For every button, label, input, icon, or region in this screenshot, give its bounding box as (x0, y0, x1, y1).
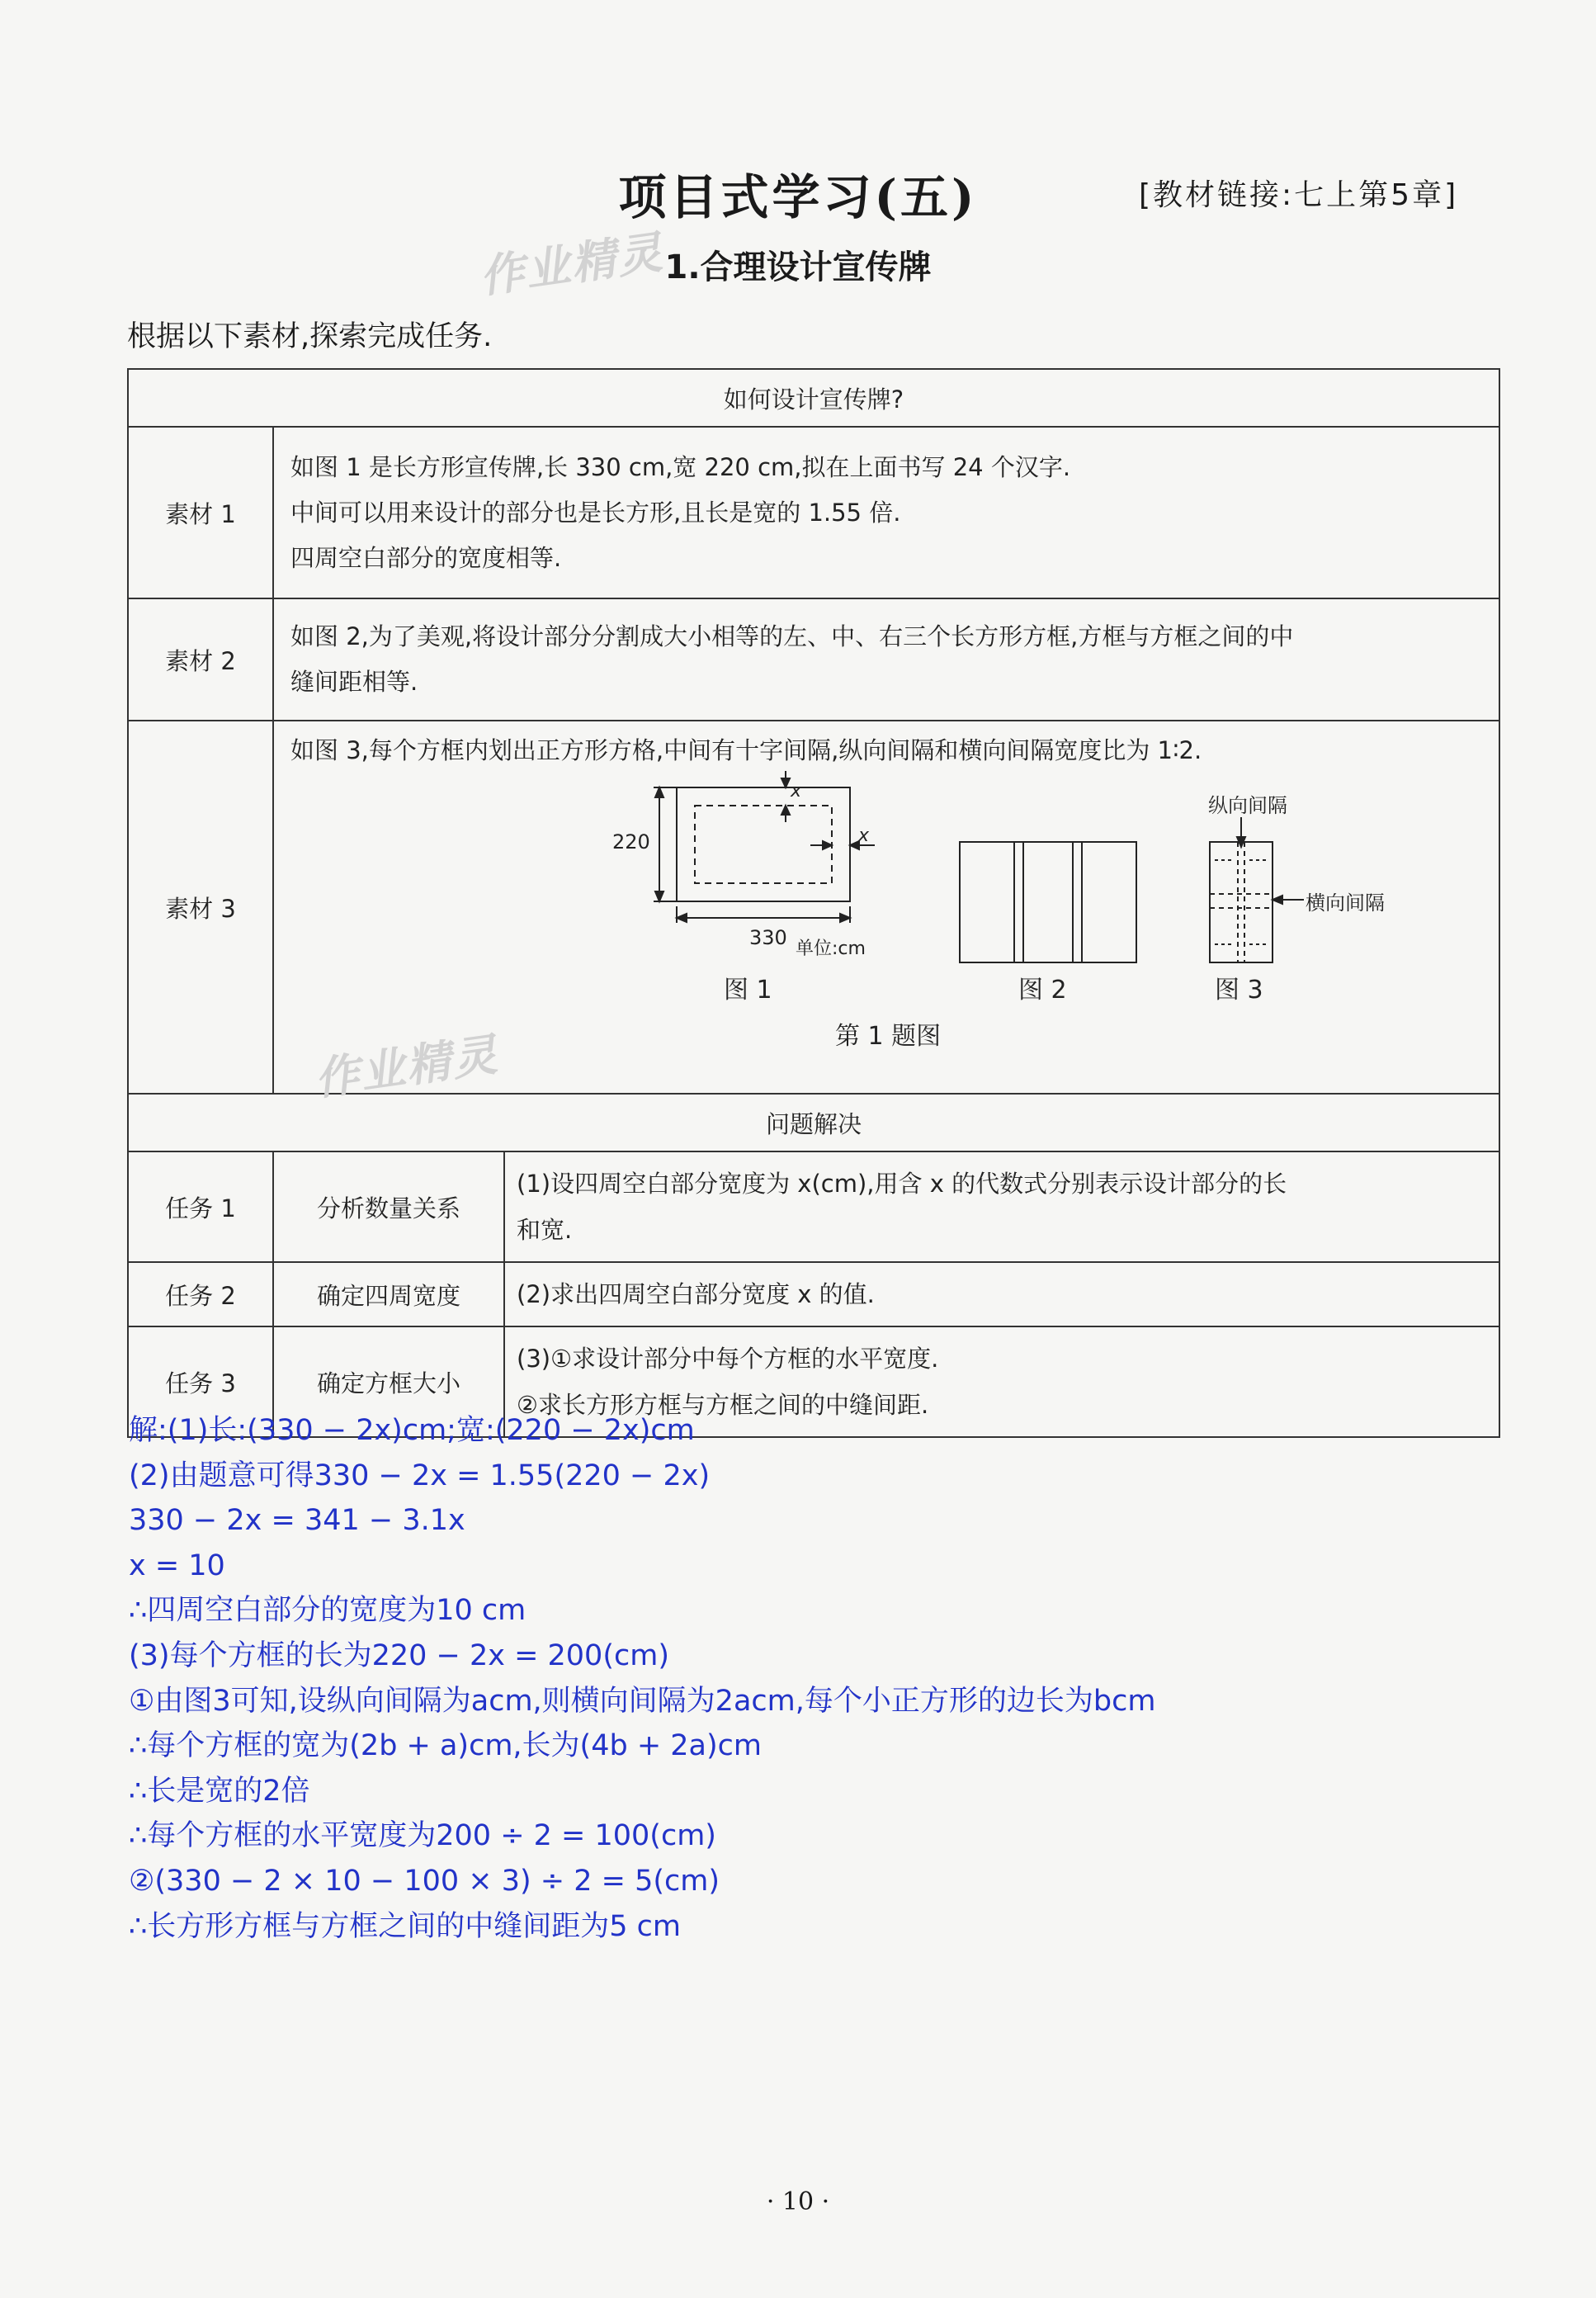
fig1-caption: 图 1 (724, 976, 772, 1005)
table-heading: 如何设计宣传牌? (128, 369, 1499, 427)
problem-table (127, 368, 1500, 1438)
figure-title: 第 1 题图 (835, 1022, 942, 1051)
problem-subtitle: 1.合理设计宣传牌 (664, 248, 932, 286)
material-line: 缝间距相等. (290, 668, 418, 696)
task-label: 任务 1 (128, 1151, 273, 1262)
material-label: 素材 1 (128, 427, 273, 598)
problem-heading: 问题解决 (128, 1094, 1499, 1151)
material-row (128, 721, 1499, 1094)
task-line: (3)①求设计部分中每个方框的水平宽度. (517, 1345, 939, 1373)
task-label: 任务 3 (128, 1326, 273, 1437)
watermark-middle: 作业精灵 (311, 1028, 502, 1106)
material-line: 中间可以用来设计的部分也是长方形,且长是宽的 1.55 倍. (290, 498, 901, 527)
fig1-width-label: 330 (749, 926, 787, 949)
fig1-x-top-label: x (791, 781, 802, 801)
solution-line: ②(330 − 2 × 10 − 100 × 3) ÷ 2 = 5(cm) (129, 1864, 720, 1898)
solution-line: (3)每个方框的长为220 − 2x = 200(cm) (129, 1638, 669, 1672)
solution-line: ∴四周空白部分的宽度为10 cm (129, 1594, 526, 1628)
three-panel-rect (960, 842, 1136, 962)
task-name: 确定方框大小 (273, 1326, 504, 1437)
material-row (128, 427, 1499, 598)
solution-line: ∴每个方框的宽为(2b + a)cm,长为(4b + 2a)cm (129, 1729, 762, 1763)
material-line: 如图 2,为了美观,将设计部分分割成大小相等的左、中、右三个长方形方框,方框与方框之间的中 (290, 622, 1294, 650)
material-line: 四周空白部分的宽度相等. (290, 543, 562, 572)
task-name: 确定四周宽度 (273, 1262, 504, 1326)
solution-line: ①由图3可知,设纵向间隔为acm,则横向间隔为2acm,每个小正方形的边长为bcm (129, 1684, 1156, 1718)
task-line: (2)求出四周空白部分宽度 x 的值. (517, 1280, 875, 1308)
material-label: 素材 3 (128, 721, 273, 1094)
task-label: 任务 2 (128, 1262, 273, 1326)
material-row (128, 598, 1499, 721)
material-text (273, 427, 1499, 598)
instruction-text: 根据以下素材,探索完成任务. (127, 320, 493, 353)
material-text (273, 598, 1499, 721)
solution-line: ∴每个方框的水平宽度为200 ÷ 2 = 100(cm) (129, 1819, 716, 1853)
fig1-height-label: 220 (612, 830, 650, 853)
fig2-caption: 图 2 (1018, 976, 1067, 1005)
solution-line: x = 10 (129, 1549, 225, 1582)
material-label: 素材 2 (128, 598, 273, 721)
task-line: (1)设四周空白部分宽度为 x(cm),用含 x 的代数式分别表示设计部分的长 (517, 1170, 1287, 1198)
solution-line: (2)由题意可得330 − 2x = 1.55(220 − 2x) (129, 1459, 711, 1492)
solution-line: ∴长方形方框与方框之间的中缝间距为5 cm (129, 1909, 682, 1943)
fig1-x-right-label: x (858, 825, 870, 846)
task-line: ②求长方形方框与方框之间的中缝间距. (517, 1391, 929, 1419)
solution-line: 解:(1)长:(330 − 2x)cm;宽:(220 − 2x)cm (129, 1414, 695, 1447)
fig1-unit-label: 单位:cm (796, 939, 866, 959)
fig3-horizontal-label: 横向间隔 (1306, 891, 1385, 915)
material-line: 如图 1 是长方形宣传牌,长 330 cm,宽 220 cm,拟在上面书写 24 个汉字. (290, 452, 1071, 481)
task-line: 和宽. (517, 1216, 573, 1244)
solution-block (129, 1408, 1155, 1949)
page-title: 项目式学习(五) (618, 169, 978, 225)
solution-line: 330 − 2x = 341 − 3.1x (129, 1504, 465, 1538)
task-row (128, 1262, 1499, 1326)
table-heading-row (128, 369, 1499, 427)
task-row (128, 1151, 1499, 1262)
task-text (504, 1151, 1499, 1262)
page-number: · 10 · (766, 2187, 830, 2216)
fig3-vertical-label: 纵向间隔 (1208, 794, 1287, 817)
task-text (504, 1262, 1499, 1326)
solution-line: ∴长是宽的2倍 (129, 1774, 310, 1808)
material-line: 如图 3,每个方框内划出正方形方格,中间有十字间隔,纵向间隔和横向间隔宽度比为 1∶2. (290, 736, 1202, 764)
task-name: 分析数量关系 (273, 1151, 504, 1262)
fig3-caption: 图 3 (1215, 976, 1263, 1005)
watermark-top: 作业精灵 (476, 225, 667, 304)
textbook-link: [教材链接:七上第5章] (1139, 178, 1459, 212)
